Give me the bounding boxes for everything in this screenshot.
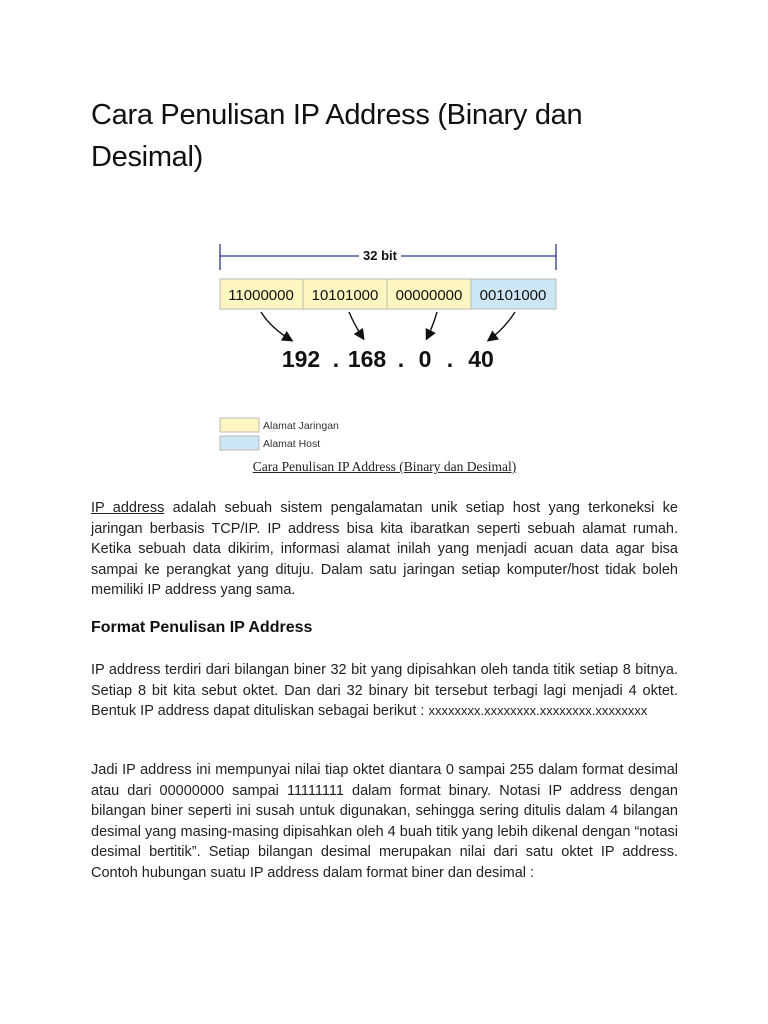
octet-binary-3: 00000000 xyxy=(395,287,463,304)
arrow-3 xyxy=(427,312,437,338)
octet-decimal-4: 40 xyxy=(468,346,494,372)
section-heading-format: Format Penulisan IP Address xyxy=(91,619,313,636)
arrow-2 xyxy=(349,312,363,338)
legend-swatch-network xyxy=(220,418,259,432)
octet-range-paragraph: Jadi IP address ini mempunyai nilai tiap oktet diantara 0 sampai 255 dalam format desimal atau dari 00000000 sampai 11111111 dalam format binary. Notasi IP address dengan bilangan biner seperti ini susah untuk digunakan, sehingga sering ditulis dalam 4 bilangan desimal yang masing-masing dipisahkan oleh 4 buah titik yang lebih dikenal dengan “notasi desimal bertitik”. Setiap bilangan desimal merupakan nilai dari satu oktet IP address. Contoh hubungan suatu IP address dalam format biner dan desimal : xyxy=(91,762,678,881)
conversion-arrows xyxy=(261,312,515,340)
octet-decimal-1: 192 xyxy=(281,346,321,372)
arrow-4 xyxy=(489,312,515,340)
format-paragraph-text: IP address terdiri dari bilangan biner 32 bit yang dipisahkan oleh tanda titik setiap 8 bitnya. Setiap 8 bit kita sebut oktet. Dan dari 32 binary bit tersebut terbagi lagi menjadi 4 oktet. Bentuk IP address dapat dituliskan sebagai berikut : xyxy=(91,662,678,719)
octet-binary-4: 00101000 xyxy=(479,287,547,304)
ip-diagram xyxy=(91,236,678,466)
decimal-dot-1: . xyxy=(332,346,340,372)
octet-decimal-3: 0 xyxy=(418,346,432,372)
legend-label-network: Alamat Jaringan xyxy=(263,420,339,432)
figure-caption: Cara Penulisan IP Address (Binary dan Desimal) xyxy=(252,459,517,474)
ip-address-figure xyxy=(91,236,678,486)
legend-label-host: Alamat Host xyxy=(263,438,321,450)
arrow-1 xyxy=(261,312,291,340)
intro-paragraph-text: adalah sebuah sistem pengalamatan unik setiap host yang terkoneksi ke jaringan berbasis TCP/IP. IP address bisa kita ibaratkan seperti sebuah alamat rumah. Ketika sebuah data dikirim, informasi alamat inilah yang menjadi acuan data agar bisa sampai ke perangkat yang dituju. Dalam satu jaringan setiap komputer/host tidak boleh memiliki IP address yang sama. xyxy=(91,500,678,598)
bit-label: 32 bit xyxy=(363,248,397,263)
intro-paragraph xyxy=(91,498,678,601)
ip-address-link[interactable]: IP address xyxy=(91,500,165,516)
octet-binary-2: 10101000 xyxy=(311,287,379,304)
bit-span-indicator xyxy=(220,244,556,270)
decimal-notation xyxy=(282,346,494,372)
octet-binary-1: 11000000 xyxy=(228,287,294,304)
binary-octets xyxy=(220,279,556,309)
octet-decimal-2: 168 xyxy=(347,346,387,372)
decimal-dot-3: . xyxy=(446,346,454,372)
ip-format-pattern: xxxxxxxx.xxxxxxxx.xxxxxxxx.xxxxxxxx xyxy=(428,703,648,718)
format-paragraph xyxy=(91,660,678,722)
decimal-dot-2: . xyxy=(397,346,405,372)
page-title: Cara Penulisan IP Address (Binary dan Desimal) xyxy=(91,99,583,173)
legend-swatch-host xyxy=(220,436,259,450)
legend xyxy=(220,418,339,450)
